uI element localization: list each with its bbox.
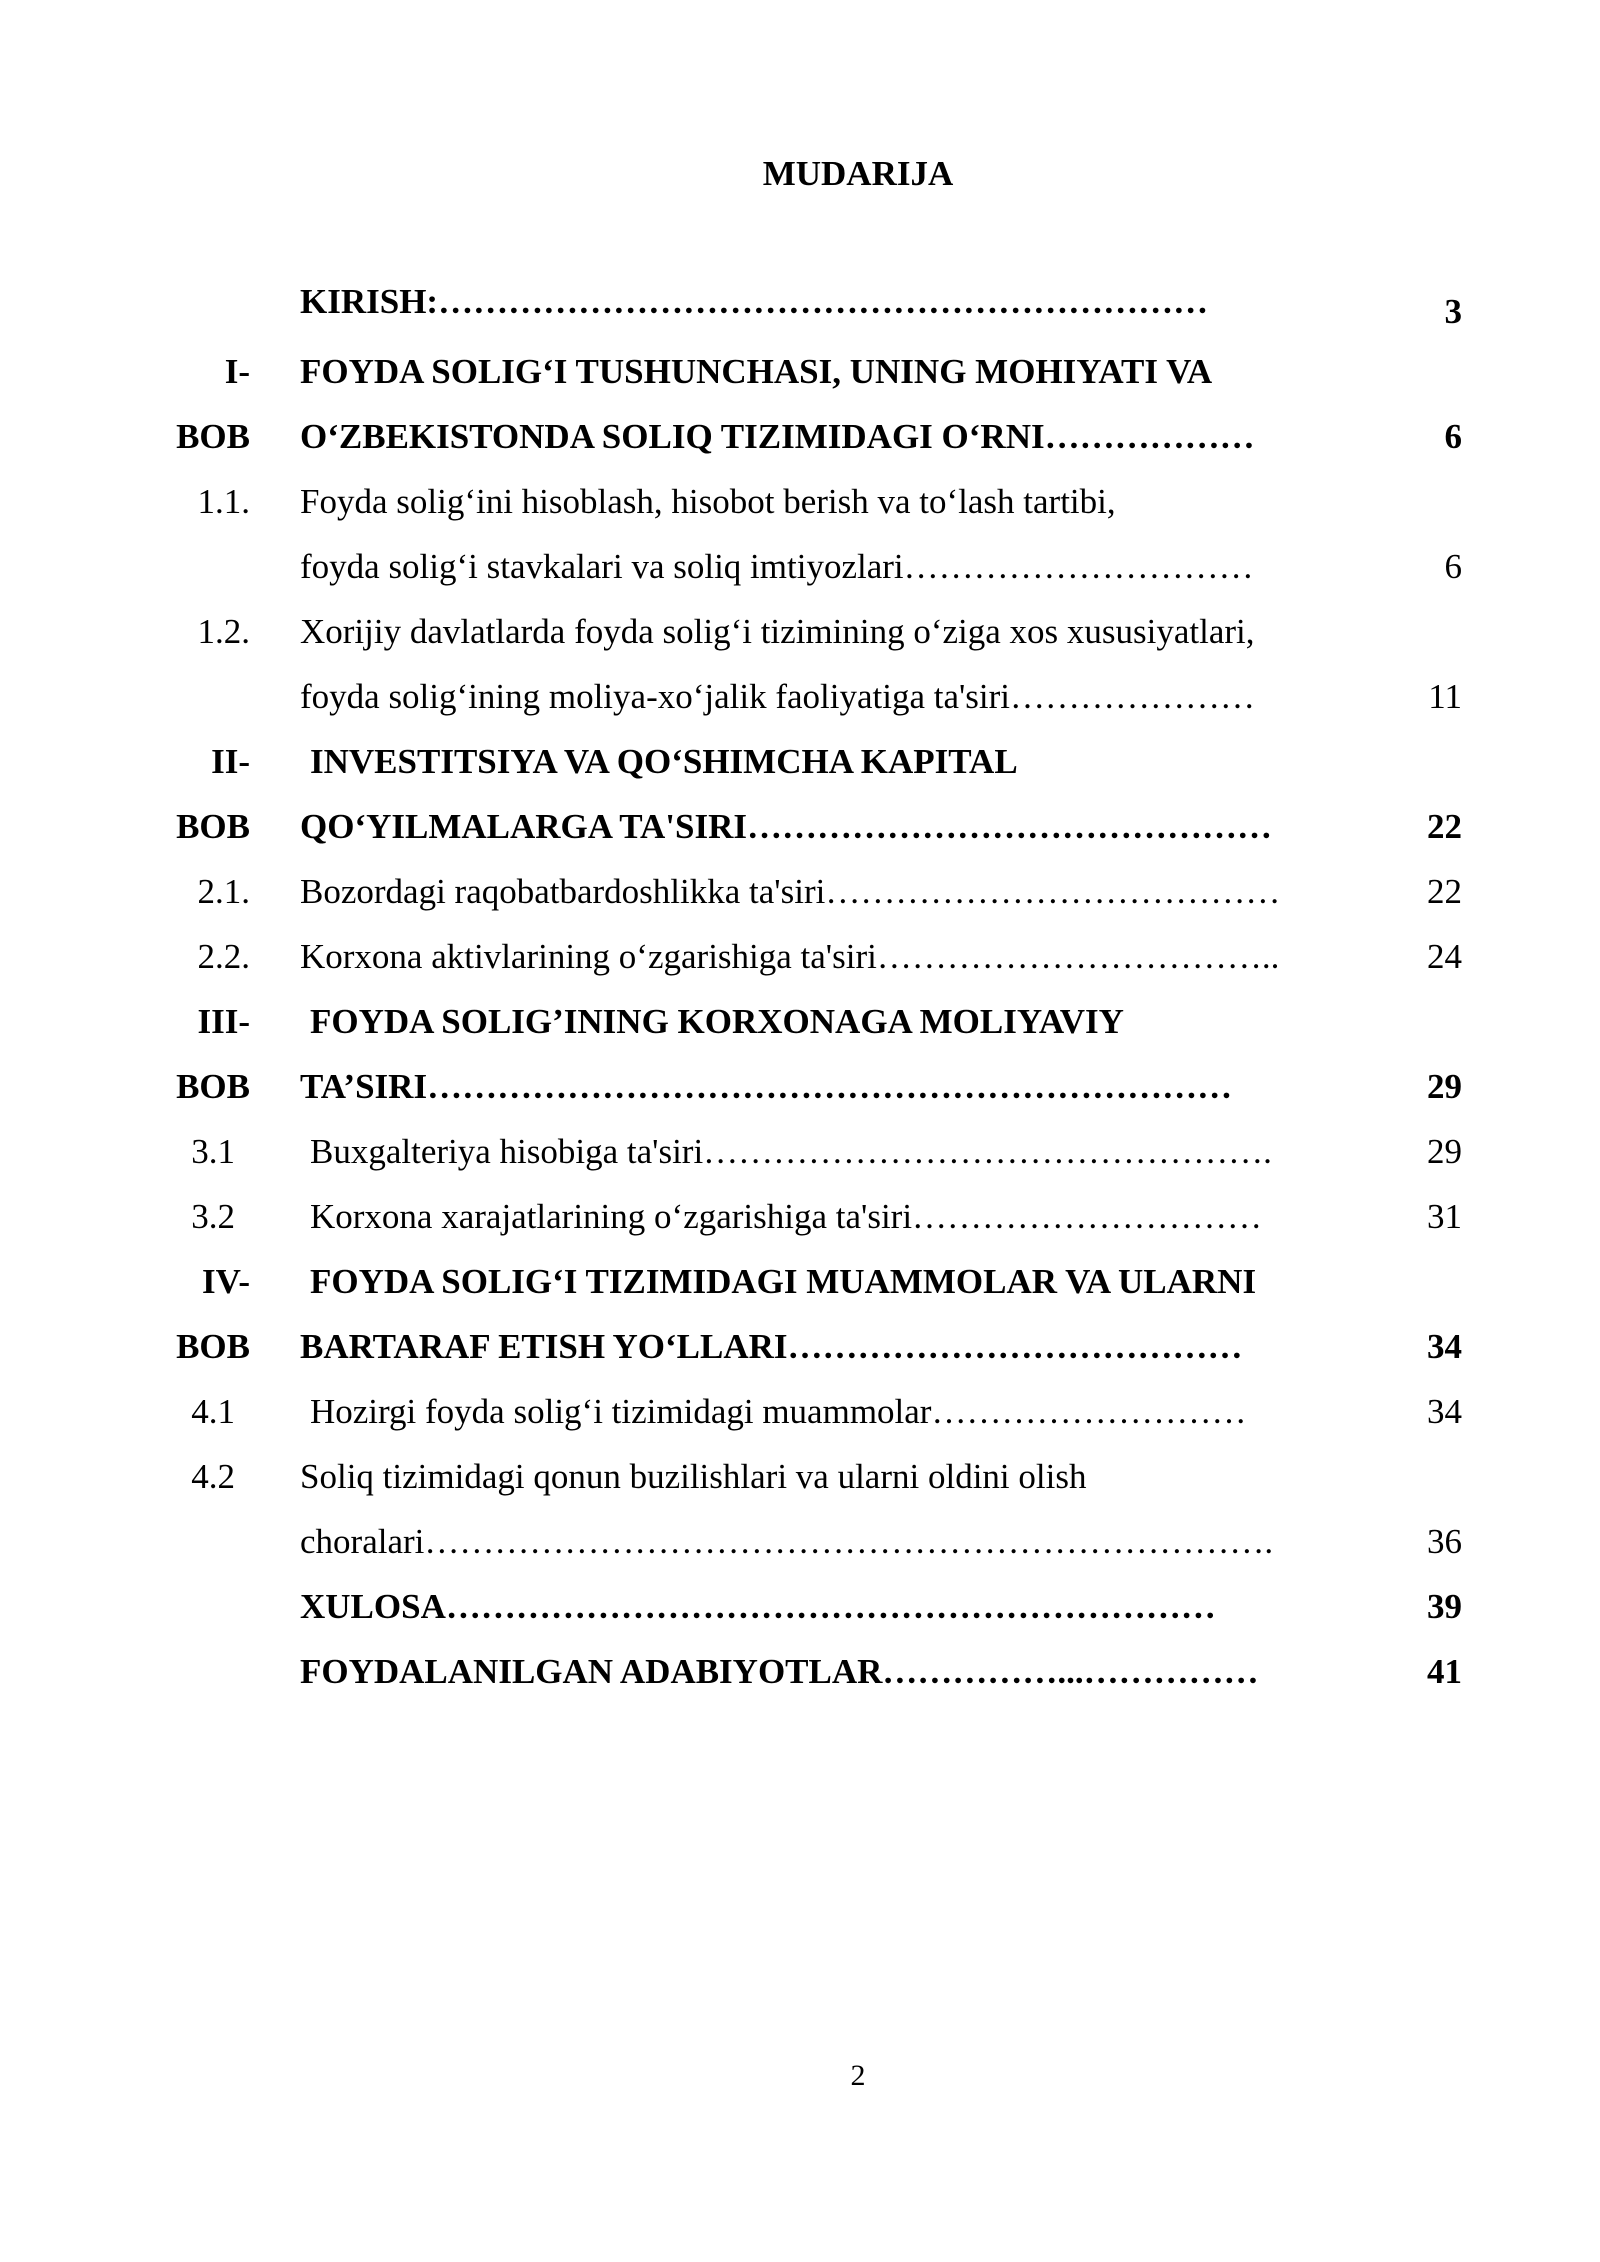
toc-entry-page: 24 — [1427, 937, 1462, 976]
toc-entry-number: BOB — [176, 417, 250, 456]
toc-entry-title: Bozordagi raqobatbardoshlikka ta'siri………………………………… — [300, 872, 1281, 911]
toc-entry-2-1[interactable] — [0, 866, 1600, 918]
toc-entry-page: 6 — [1444, 417, 1462, 456]
toc-entry-number: 1.1. — [197, 482, 250, 521]
toc-entry-number: 3.1 — [191, 1132, 235, 1171]
toc-entry-chapter-3-line-1[interactable] — [0, 996, 1600, 1048]
toc-entry-page: 11 — [1428, 677, 1462, 716]
toc-entry-page: 31 — [1427, 1197, 1462, 1236]
toc-entry-title: QO‘YILMALARGA TA'SIRI……………………………………… — [300, 807, 1272, 846]
toc-entry-title: Buxgalteriya hisobiga ta'siri…………………………………………. — [310, 1132, 1272, 1171]
toc-entry-title: Korxona xarajatlarining o‘zgarishiga ta'siri………………………… — [310, 1197, 1263, 1236]
toc-entry-title: XULOSA………………………………………………………… — [300, 1587, 1216, 1626]
toc-entry-title: Soliq tizimidagi qonun buzilishlari va ularni oldini olish — [300, 1457, 1087, 1496]
toc-entry-page: 34 — [1427, 1392, 1462, 1431]
toc-entry-number: BOB — [176, 1327, 250, 1366]
toc-entry-chapter-1-line-1[interactable] — [0, 346, 1600, 398]
toc-entry-2-2[interactable] — [0, 931, 1600, 983]
toc-entry-title: choralari………………………………………………………………. — [300, 1522, 1274, 1561]
toc-entry-page: 41 — [1427, 1652, 1462, 1691]
toc-entry-number: 2.2. — [197, 937, 250, 976]
toc-entry-4-2-line-1[interactable] — [0, 1451, 1600, 1503]
toc-entry-number: II- — [211, 742, 250, 781]
toc-entry-title: FOYDA SOLIG‘I TIZIMIDAGI MUAMMOLAR VA ULARNI — [310, 1262, 1257, 1301]
toc-entry-3-1[interactable] — [0, 1126, 1600, 1178]
toc-entry-page: 36 — [1427, 1522, 1462, 1561]
toc-entry-4-1[interactable] — [0, 1386, 1600, 1438]
toc-entry-page: 34 — [1427, 1327, 1462, 1366]
toc-entry-number: I- — [224, 352, 250, 391]
toc-entry-1-1-line-1[interactable] — [0, 476, 1600, 528]
toc-entry-number: 1.2. — [197, 612, 250, 651]
toc-entry-number: BOB — [176, 1067, 250, 1106]
toc-entry-1-1-line-2[interactable] — [0, 541, 1600, 593]
toc-entry-chapter-4-line-2[interactable] — [0, 1321, 1600, 1373]
toc-entry-chapter-2-line-2[interactable] — [0, 801, 1600, 853]
toc-entry-number: 4.1 — [191, 1392, 235, 1431]
page-number: 2 — [850, 2059, 866, 2092]
toc-entry-page: 3 — [1444, 292, 1462, 331]
toc-entry-title: Foyda solig‘ini hisoblash, hisobot berish va to‘lash tartibi, — [300, 482, 1116, 521]
toc-entry-page: 22 — [1427, 872, 1462, 911]
toc-entry-number: III- — [197, 1002, 250, 1041]
toc-entry-1-2-line-2[interactable] — [0, 671, 1600, 723]
toc-entry-number: BOB — [176, 807, 250, 846]
toc-entry-chapter-2-line-1[interactable] — [0, 736, 1600, 788]
toc-entry-title: O‘ZBEKISTONDA SOLIQ TIZIMIDAGI O‘RNI……………… — [300, 417, 1255, 456]
toc-entry-page: 6 — [1444, 547, 1462, 586]
toc-entry-title: FOYDALANILGAN ADABIYOTLAR……………...…………… — [300, 1652, 1259, 1691]
toc-entry-page: 29 — [1427, 1067, 1462, 1106]
toc-entry-title: Hozirgi foyda solig‘i tizimidagi muammolar……………………… — [310, 1392, 1247, 1431]
toc-entry-title: INVESTITSIYA VA QO‘SHIMCHA KAPITAL — [310, 742, 1018, 781]
toc-entry-title: KIRISH:………………………………………………………… — [300, 282, 1209, 321]
toc-entry-number: IV- — [202, 1262, 250, 1301]
toc-entry-page: 22 — [1427, 807, 1462, 846]
toc-entry-number: 3.2 — [191, 1197, 235, 1236]
toc-entry-number: 2.1. — [197, 872, 250, 911]
toc-entry-kirish[interactable] — [0, 276, 1600, 331]
toc-entry-page: 29 — [1427, 1132, 1462, 1171]
toc-entry-4-2-line-2[interactable] — [0, 1516, 1600, 1568]
toc-entry-title: BARTARAF ETISH YO‘LLARI………………………………… — [300, 1327, 1243, 1366]
toc-entry-xulosa[interactable] — [0, 1581, 1600, 1633]
toc-entry-number: 4.2 — [191, 1457, 235, 1496]
toc-entry-title: FOYDA SOLIG’INING KORXONAGA MOLIYAVIY — [310, 1002, 1124, 1041]
toc-entry-title: foyda solig‘i stavkalari va soliq imtiyozlari………………………… — [300, 547, 1254, 586]
toc-entry-title: TA’SIRI…………………………………………………………… — [300, 1067, 1233, 1106]
toc-entry-title: foyda solig‘ining moliya-xo‘jalik faoliyatiga ta'siri………………… — [300, 677, 1256, 716]
page-title: MUDARIJA — [762, 154, 954, 193]
toc-entry-title: Xorijiy davlatlarda foyda solig‘i tizimining o‘ziga xos xususiyatlari, — [300, 612, 1255, 651]
toc-entry-title: FOYDA SOLIG‘I TUSHUNCHASI, UNING MOHIYATI VA — [300, 352, 1213, 391]
toc-entry-1-2-line-1[interactable] — [0, 606, 1600, 658]
toc-entry-chapter-4-line-1[interactable] — [0, 1256, 1600, 1308]
toc-entry-chapter-1-line-2[interactable] — [0, 411, 1600, 463]
toc-entry-title: Korxona aktivlarining o‘zgarishiga ta'siri…………………………….. — [300, 937, 1280, 976]
toc-entry-3-2[interactable] — [0, 1191, 1600, 1243]
toc-entry-adabiyotlar[interactable] — [0, 1646, 1600, 1698]
toc-entry-chapter-3-line-2[interactable] — [0, 1061, 1600, 1113]
toc-entry-page: 39 — [1427, 1587, 1462, 1626]
